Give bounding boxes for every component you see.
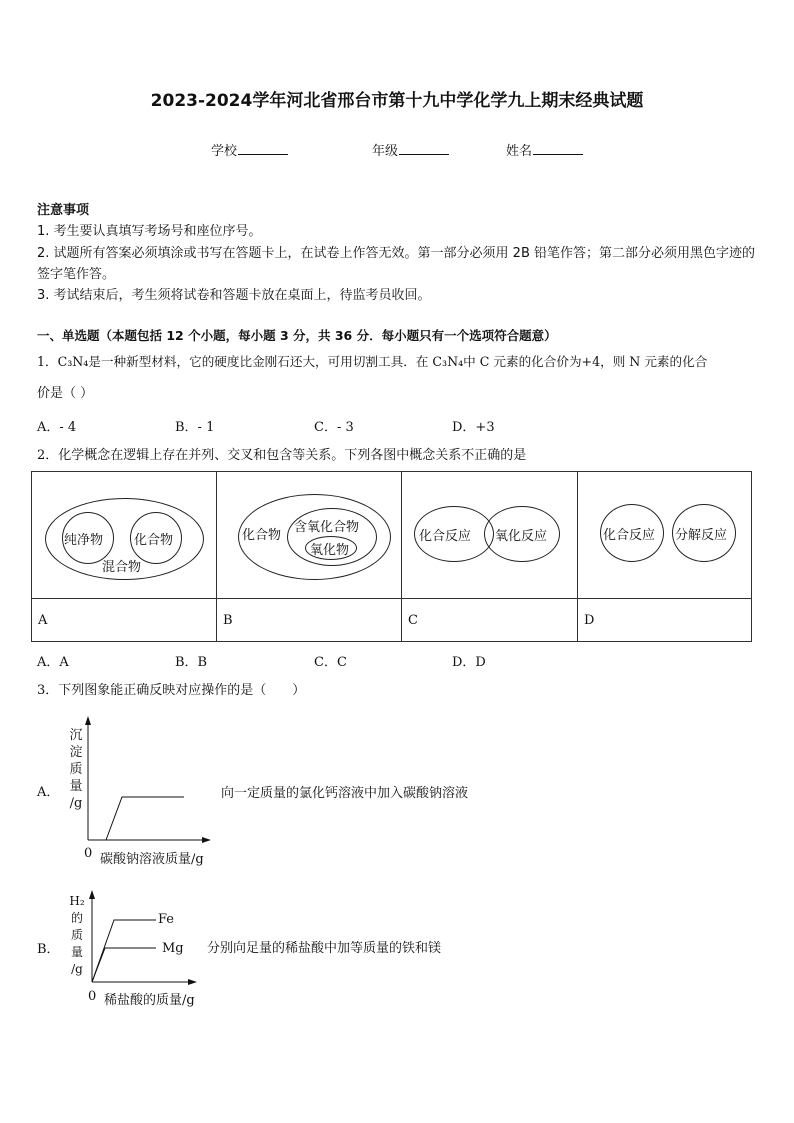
q2-option-c[interactable]: C．C <box>314 655 347 670</box>
page-title: 2023-2024学年河北省邢台市第十九中学化学九上期末经典试题 <box>150 91 644 111</box>
q1-option-d[interactable]: D．+3 <box>452 420 495 435</box>
graph-b-origin: 0 <box>88 989 97 1004</box>
q3-option-a-letter[interactable]: A． <box>37 785 60 800</box>
precipitate-curve <box>106 797 184 840</box>
cell-label-a: A <box>32 599 217 642</box>
label-pure: 纯净物 <box>64 533 104 548</box>
notice-item: 2. 试题所有答案必须填涂或书写在答题卡上，在试卷上作答无效。第一部分必须用 2B 铅笔作答；第二部分必须用黑色字迹的签字笔作答。 <box>37 246 755 282</box>
ylabel-char: /g <box>71 962 83 976</box>
label-oxidation: 氧化反应 <box>495 529 548 544</box>
notice-heading: 注意事项 <box>37 203 90 218</box>
mg-line-label: Mg <box>162 941 184 956</box>
graph-b-desc: 分别向足量的稀盐酸中加等质量的铁和镁 <box>207 941 442 956</box>
label-oxide: 氧化物 <box>310 543 350 558</box>
ylabel-char: 量 <box>70 945 83 959</box>
q1-option-b[interactable]: B．- 1 <box>175 420 215 435</box>
q3-stem: 3．下列图象能正确反映对应操作的是（ ） <box>37 683 306 698</box>
y-arrow-icon <box>89 890 95 899</box>
label-decomposition: 分解反应 <box>675 528 728 543</box>
q2-option-b[interactable]: B．B <box>175 655 208 670</box>
q2-stem: 2．化学概念在逻辑上存在并列、交叉和包含等关系。下列各图中概念关系不正确的是 <box>37 448 527 463</box>
diagram-b <box>217 472 402 599</box>
mg-curve <box>92 948 156 982</box>
q1-stem: 1．C₃N₄是一种新型材料，它的硬度比金刚石还大，可用切割工具．在 C₃N₄中 C 元素的化合价为+4，则 N 元素的化合 <box>37 354 708 369</box>
x-arrow-icon <box>188 979 197 985</box>
ylabel-char: 质 <box>69 762 83 777</box>
label-compound: 化合物 <box>242 528 282 543</box>
graph-a-desc: 向一定质量的氯化钙溶液中加入碳酸钠溶液 <box>221 786 469 801</box>
ylabel-char: 沉 <box>69 728 83 743</box>
label-combination: 化合反应 <box>419 529 472 544</box>
label-oxy-compound: 含氧化合物 <box>294 520 360 535</box>
graph-a-axes <box>84 716 214 846</box>
cell-label-c: C <box>402 599 578 642</box>
name-label: 姓名 <box>506 144 533 159</box>
ylabel-char: 量 <box>69 779 83 794</box>
school-label: 学校 <box>211 144 238 159</box>
ylabel-char: 的 <box>70 911 83 925</box>
ylabel-h2: H₂ <box>69 894 85 908</box>
ylabel-char: 质 <box>70 928 83 942</box>
label-compound: 化合物 <box>134 533 174 548</box>
q2-option-d[interactable]: D．D <box>452 655 486 670</box>
school-blank[interactable] <box>238 142 288 155</box>
grade-label: 年级 <box>372 144 399 159</box>
name-blank[interactable] <box>533 142 583 155</box>
fe-line-label: Fe <box>158 912 175 927</box>
x-arrow-icon <box>202 837 211 843</box>
ylabel-char: 淀 <box>69 745 83 760</box>
y-arrow-icon <box>85 716 91 725</box>
cell-label-d: D <box>578 599 752 642</box>
graph-b-ylabel <box>68 893 86 978</box>
grade-blank[interactable] <box>399 142 449 155</box>
q1-option-c[interactable]: C．- 3 <box>314 420 354 435</box>
ylabel-char: /g <box>69 796 83 811</box>
name-field <box>506 140 583 159</box>
diagram-c <box>402 472 578 599</box>
notice-item: 1. 考生要认真填写考场号和座位序号。 <box>37 224 262 239</box>
graph-a-xlabel: 碳酸钠溶液质量/g <box>100 852 204 867</box>
label-combination: 化合反应 <box>603 528 656 543</box>
section-heading: 一、单选题（本题包括 12 个小题，每小题 3 分，共 36 分．每小题只有一个选项符合题意） <box>37 328 557 343</box>
diagram-d <box>578 472 752 599</box>
graph-b-axes <box>88 890 200 986</box>
cell-label-b: B <box>217 599 402 642</box>
graph-a-origin: 0 <box>84 846 93 861</box>
fe-curve <box>92 920 156 982</box>
graph-b-xlabel: 稀盐酸的质量/g <box>104 993 195 1008</box>
q2-option-a[interactable]: A．A <box>37 655 69 670</box>
q3-option-b-letter[interactable]: B． <box>37 942 60 957</box>
q2-diagram-table <box>31 471 752 642</box>
notice-item: 3. 考试结束后，考生须将试卷和答题卡放在桌面上，待监考员收回。 <box>37 288 431 303</box>
label-mixture: 混合物 <box>102 560 142 575</box>
school-field <box>211 140 288 159</box>
grade-field <box>372 140 449 159</box>
q1-option-a[interactable]: A．- 4 <box>37 420 77 435</box>
diagram-a <box>32 472 217 599</box>
graph-a-ylabel <box>68 727 84 812</box>
q1-stem-cont: 价是（ ） <box>37 386 94 401</box>
